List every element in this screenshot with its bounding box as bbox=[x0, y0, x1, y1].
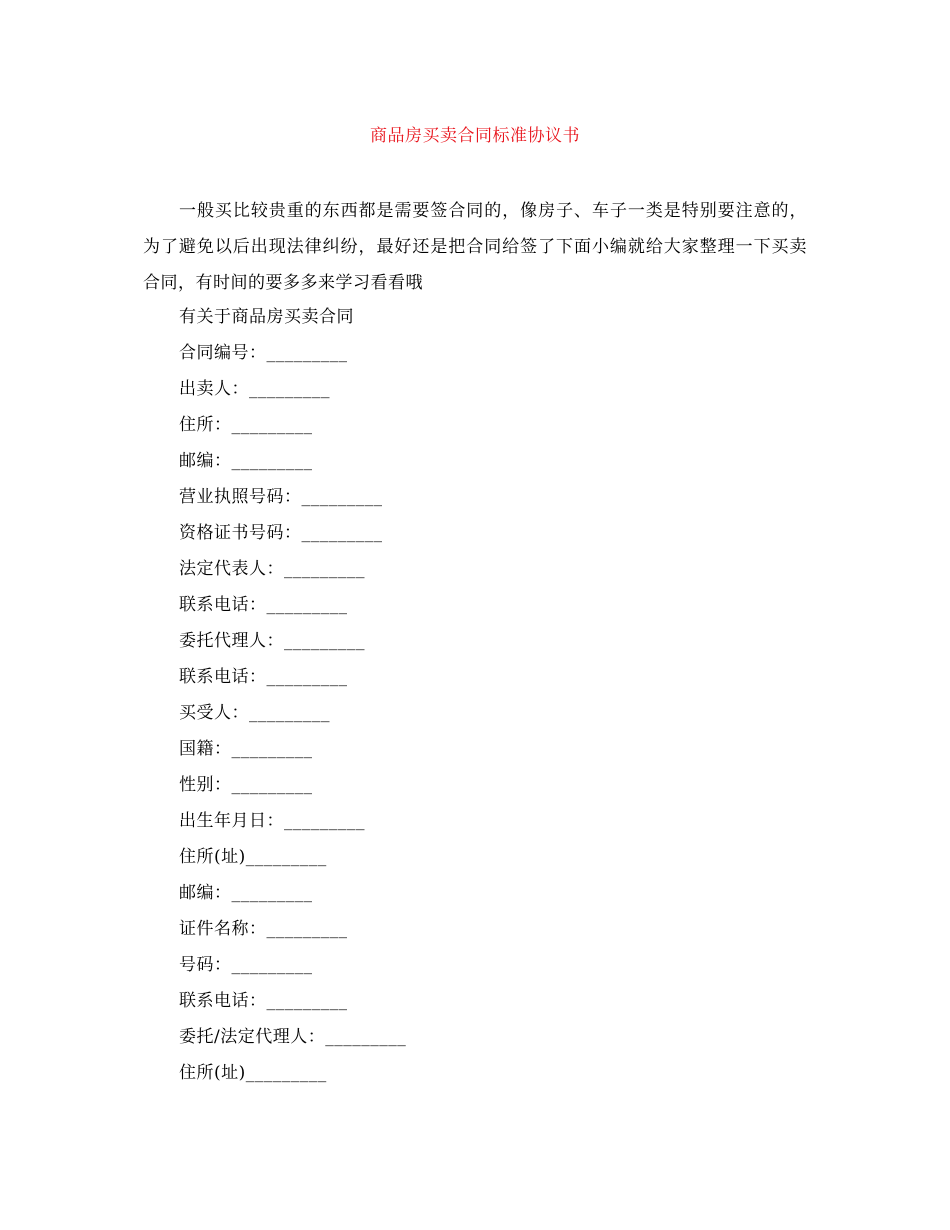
field-seller-agent-phone: 联系电话：_________ bbox=[179, 667, 348, 687]
field-gender: 性别：_________ bbox=[179, 775, 313, 795]
field-qualification-cert: 资格证书号码：_________ bbox=[179, 523, 383, 543]
intro-paragraph: 一般买比较贵重的东西都是需要签合同的，像房子、车子一类是特别要注意的，为了避免以后出现法律纠纷，最好还是把合同给签了下面小编就给大家整理一下买卖合同，有时间的要多多来学习看看哦 bbox=[143, 201, 807, 293]
subheading: 有关于商品房买卖合同 bbox=[179, 307, 354, 327]
field-buyer-phone: 联系电话：_________ bbox=[179, 991, 348, 1011]
field-id-type: 证件名称：_________ bbox=[179, 919, 348, 939]
field-id-number: 号码：_________ bbox=[179, 955, 313, 975]
field-buyer-agent: 委托/法定代理人：_________ bbox=[179, 1027, 407, 1047]
field-seller-agent: 委托代理人：_________ bbox=[179, 631, 365, 651]
field-seller: 出卖人：_________ bbox=[179, 379, 330, 399]
field-nationality: 国籍：_________ bbox=[179, 739, 313, 759]
field-contract-number: 合同编号：_________ bbox=[179, 343, 348, 363]
field-legal-representative: 法定代表人：_________ bbox=[179, 559, 365, 579]
field-buyer: 买受人：_________ bbox=[179, 703, 330, 723]
field-business-license: 营业执照号码：_________ bbox=[179, 487, 383, 507]
field-buyer-postcode: 邮编：_________ bbox=[179, 883, 313, 903]
field-seller-address: 住所：_________ bbox=[179, 415, 313, 435]
field-seller-phone: 联系电话：_________ bbox=[179, 595, 348, 615]
field-buyer-address: 住所(址)_________ bbox=[179, 847, 327, 867]
document-title: 商品房买卖合同标准协议书 bbox=[370, 126, 580, 146]
field-seller-postcode: 邮编：_________ bbox=[179, 451, 313, 471]
field-birth-date: 出生年月日：_________ bbox=[179, 811, 365, 831]
field-buyer-agent-address: 住所(址)_________ bbox=[179, 1063, 327, 1083]
